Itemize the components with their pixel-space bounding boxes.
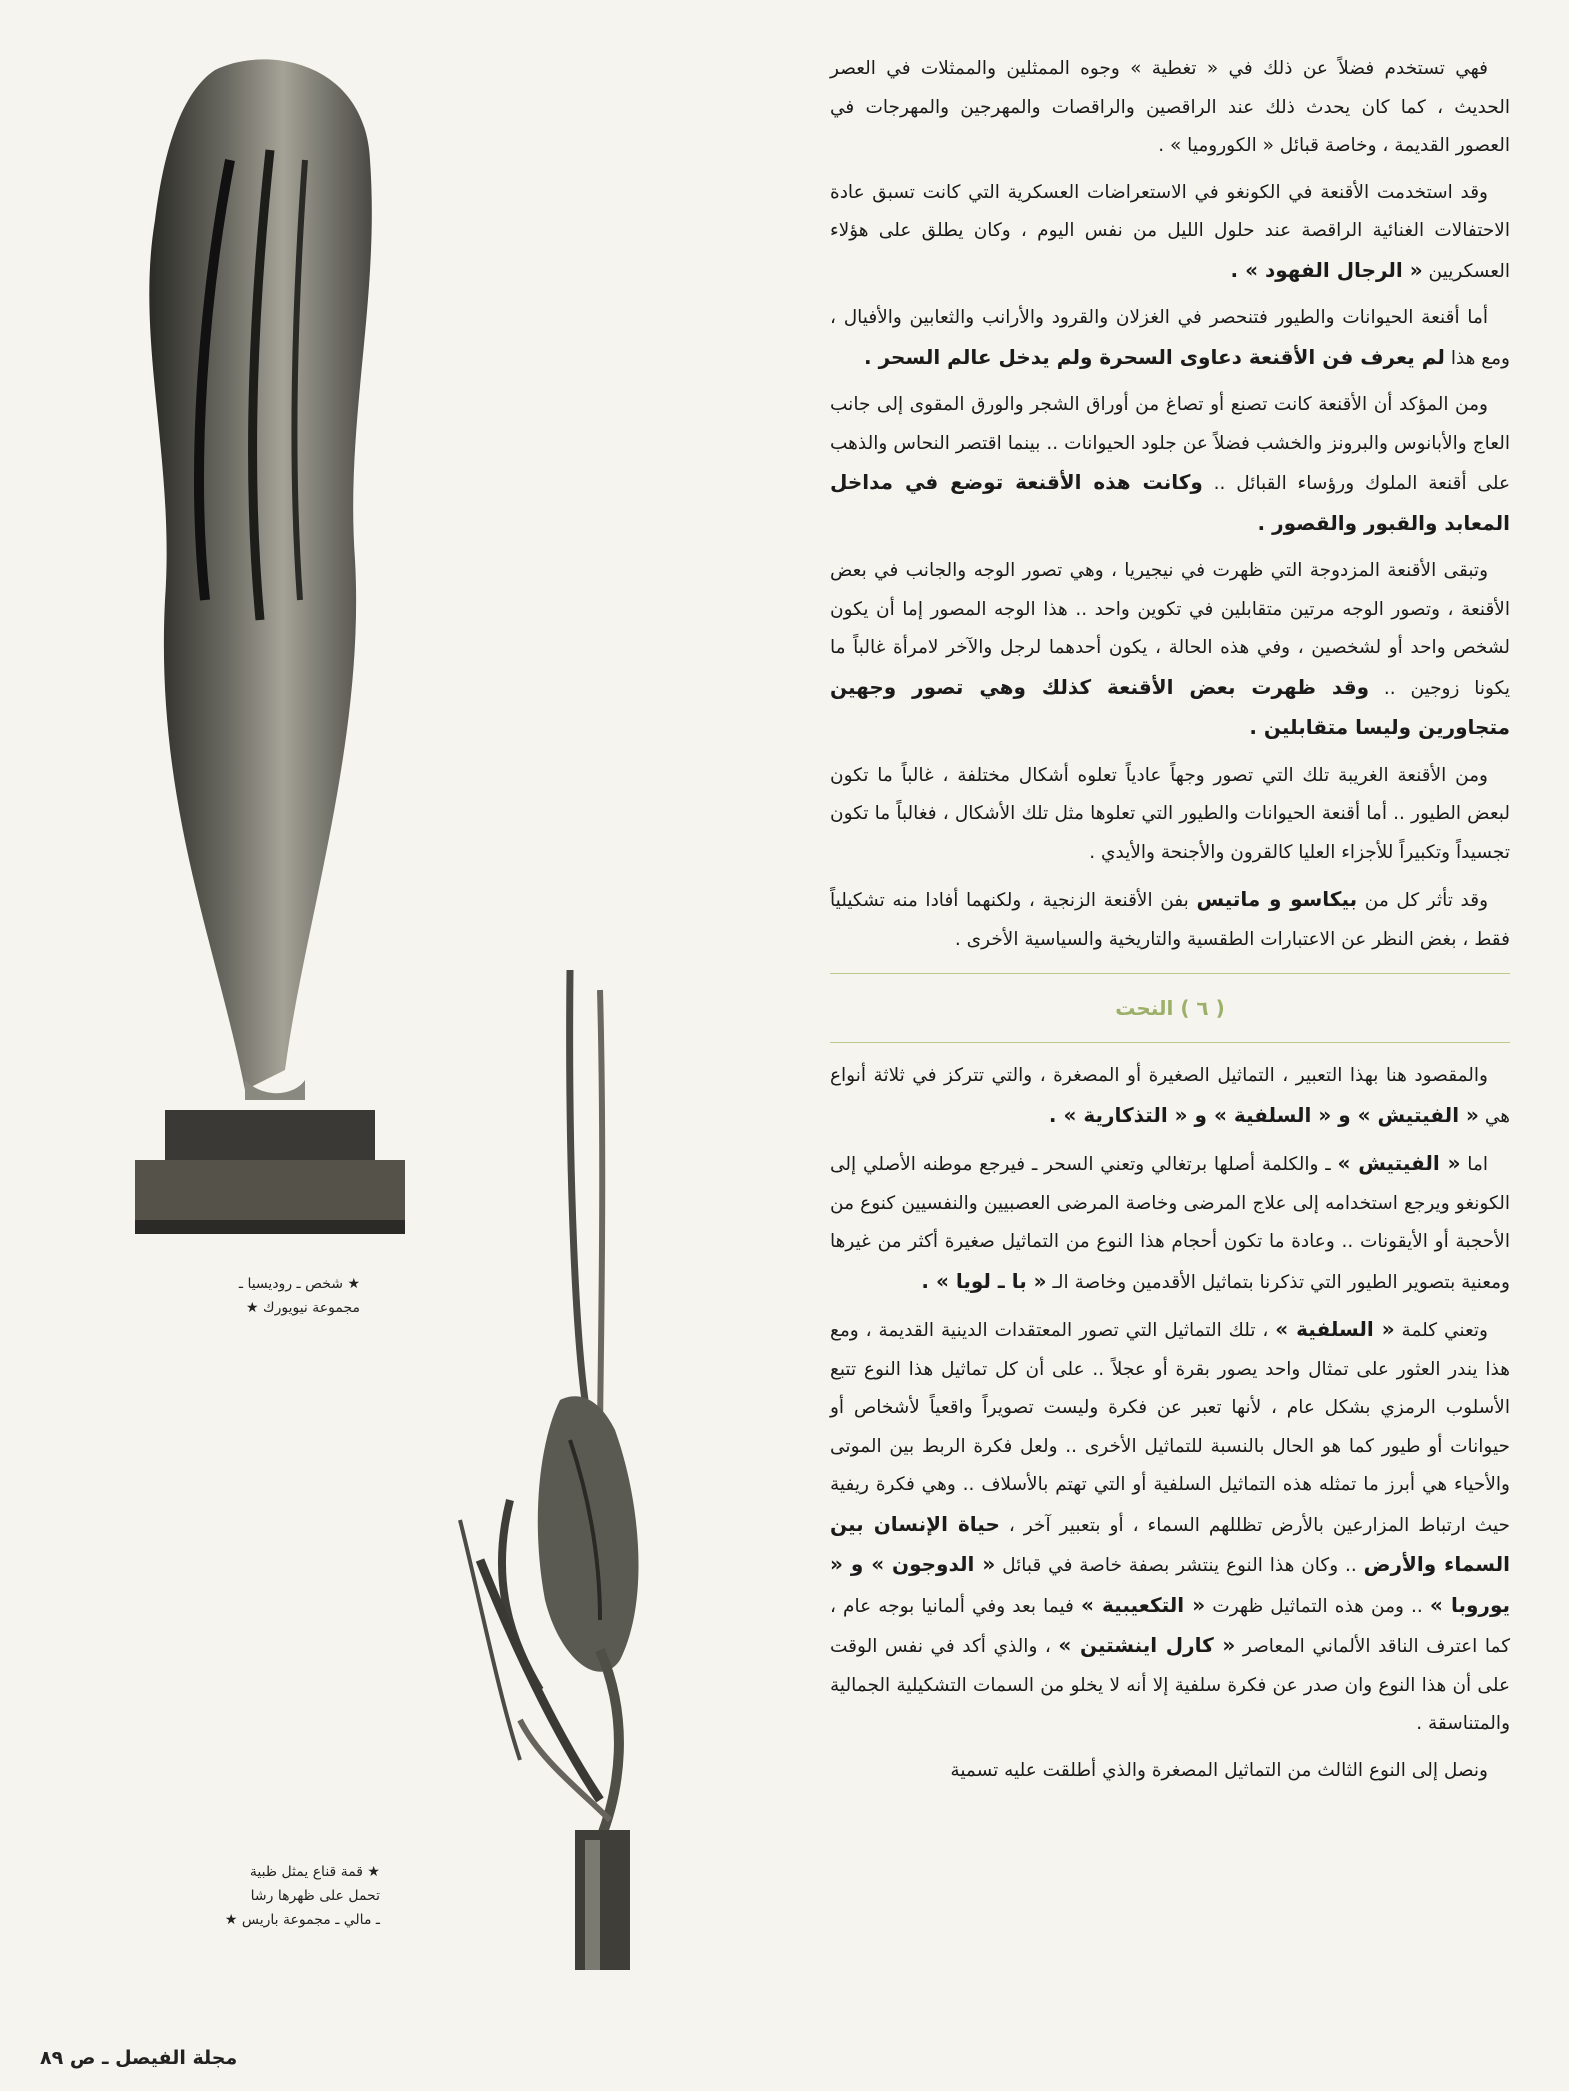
caption-line: ★ قمة قناع يمثل ظبية [249, 1864, 380, 1880]
sculpture-photo-figure [95, 40, 425, 1250]
caption-figure [200, 1272, 360, 1320]
caption-line: ـ مالي ـ مجموعة باريس ★ [224, 1912, 380, 1928]
caption-antelope [200, 1860, 380, 1932]
paragraph: فهي تستخدم فضلاً عن ذلك في « تغطية » وجوه الممثلين والممثلات في العصر الحديث ، كما كان يحدث ذلك عند الراقصين والراقصات والمهرجين والمهرجات في العصور القديمة ، وخاصة قبائل « الكوروميا » . [830, 58, 1510, 156]
paragraph: والمقصود هنا بهذا التعبير ، التماثيل الصغيرة أو المصغرة ، والتي تتركز في ثلاثة أنواع هي « الفيتيش » و « السلفية » و « التذكارية » . [830, 1065, 1510, 1127]
caption-line: تحمل على ظهرها رشا [250, 1888, 380, 1904]
paragraph: ونصل إلى النوع الثالث من التماثيل المصغرة والذي أطلقت عليه تسمية [950, 1759, 1488, 1781]
paragraph: وتبقى الأقنعة المزدوجة التي ظهرت في نيجيريا ، وهي تصور الوجه والجانب في بعض الأقنعة ، وتصور الوجه مرتين متقابلين في تكوين واحد .. هذا الوجه المصور إما أن يكون لشخص واحد أو لشخصين ، وفي هذه الحالة ، يكون أحدهما لرجل والآخر لامرأة غالباً ما يكونا زوجين .. وقد ظهرت بعض الأقنعة كذلك وهي تصور وجهين متجاورين وليسا متقابلين . [830, 560, 1510, 739]
paragraph: اما « الفيتيش » ـ والكلمة أصلها برتغالي وتعني السحر ـ فيرجع موطنه الأصلي إلى الكونغو ويرجع استخدامه إلى علاج المرضى وخاصة المرضى العصبيين والنفسيين كنوع من الأحجبة أو الأيقونات .. وعادة ما تكون أحجام هذا النوع من التماثيل صغيرة أكثر من غيرها ومعنية بتصوير الطيور التي تذكرنا بتماثيل الأقدمين وخاصة الـ « با ـ لويا » . [830, 1151, 1510, 1293]
paragraph: ومن المؤكد أن الأقنعة كانت تصنع أو تصاغ من أوراق الشجر والورق المقوى إلى جانب العاج والأبانوس والبرونز والخشب فضلاً عن جلود الحيوانات .. بينما اقتصر النحاس والذهب على أقنعة الملوك ورؤساء القبائل .. وكانت هذه الأقنعة توضع في مداخل المعابد والقبور والقصور . [830, 394, 1510, 535]
page-footer: مجلة الفيصل ـ ص ٨٩ [40, 2047, 238, 2069]
section-divider [830, 1042, 1510, 1043]
article-column [830, 50, 1510, 1798]
paragraph: وقد تأثر كل من بيكاسو و ماتيس بفن الأقنعة الزنجية ، ولكنهما أفادا منه تشكيلياً فقط ، بغض النظر عن الاعتبارات الطقسية والتاريخية والسياسية الأخرى . [830, 887, 1510, 950]
paragraph: أما أقنعة الحيوانات والطيور فتنحصر في الغزلان والقرود والأرانب والثعابين والأفيال ، ومع هذا لم يعرف فن الأقنعة دعاوى السحرة ولم يدخل عالم السحر . [830, 307, 1510, 369]
paragraph: وتعني كلمة « السلفية » ، تلك التماثيل التي تصور المعتقدات الدينية القديمة ، ومع هذا يندر العثور على تمثال واحد يصور بقرة أو عجلاً .. على أن كل تماثيل هذا النوع تتبع الأسلوب الرمزي بشكل عام ، لأنها تعبر عن فكرة وليست تصويراً واقعياً لأشخاص أو حيوانات أو طيور كما هو الحال بالنسبة للتماثيل الأخرى .. ولعل فكرة الربط بين الموتى والأحياء هي أبرز ما تمثله هذه التماثيل السلفية أو التي تهتم بالأسلاف .. وهي فكرة ريفية حيث ارتباط المزارعين بالأرض تظللهم السماء ، أو بتعبير آخر ، حياة الإنسان بين السماء والأرض .. وكان هذا النوع ينتشر بصفة خاصة في قبائل « الدوجون » و « يوروبا » .. ومن هذه التماثيل ظهرت « التكعيبية » فيما بعد وفي ألمانيا بوجه عام ، كما اعترف الناقد الألماني المعاصر « كارل اينشتين » ، والذي أكد في نفس الوقت على أن هذا النوع وان صدر عن فكرة سلفية إلا أنه لا يخلو من السمات التشكيلية الجمالية والمتناسقة . [830, 1317, 1510, 1734]
paragraph: وقد استخدمت الأقنعة في الكونغو في الاستعراضات العسكرية التي كانت تسبق عادة الاحتفالات الغنائية الراقصة عند حلول الليل من نفس اليوم ، وكان يطلق على هؤلاء العسكريين « الرجال الفهود » . [830, 181, 1510, 282]
section-title: ( ٦ ) النحت [1115, 996, 1225, 1020]
sculpture-photo-antelope [450, 960, 710, 1970]
caption-line: ★ شخص ـ روديسيا ـ [238, 1276, 360, 1292]
caption-line: مجموعة نيويورك ★ [246, 1300, 360, 1316]
section-divider [830, 973, 1510, 974]
paragraph: ومن الأقنعة الغريبة تلك التي تصور وجهاً عادياً تعلوه أشكال مختلفة ، غالباً ما تكون لبعض الطيور .. أما أقنعة الحيوانات والطيور التي تعلوها مثل تلك الأشكال ، فغالباً ما تكون تجسيداً وتكبيراً للأجزاء العليا كالقرون والأجنحة والأيدي . [830, 764, 1510, 863]
